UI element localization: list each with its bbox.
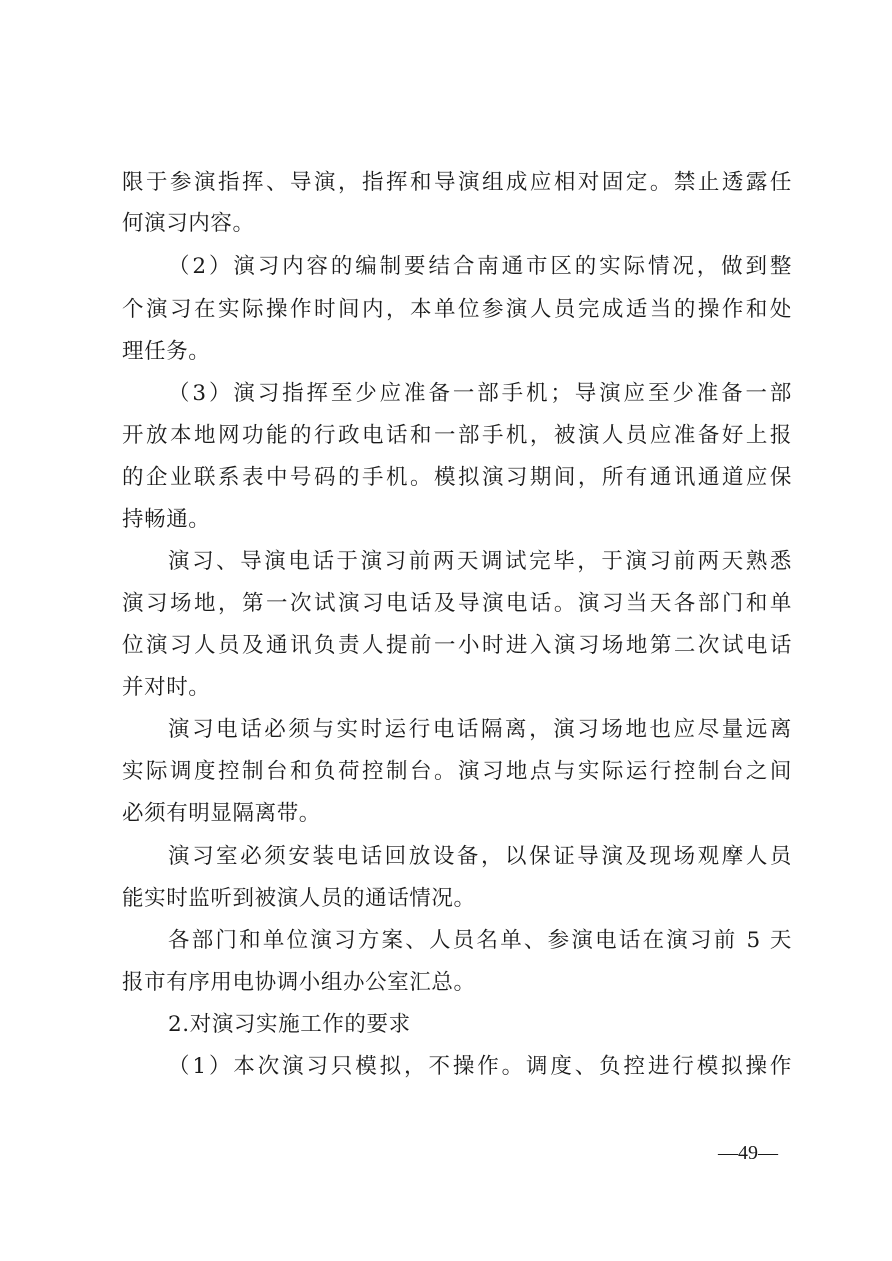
text-line: 演习场地，第一次试演习电话及导演电话。演习当天各部门和单	[122, 591, 792, 616]
text-line: 实际调度控制台和负荷控制台。演习地点与实际运行控制台之间	[122, 759, 792, 784]
text-line: 报市有序用电协调小组办公室汇总。	[122, 970, 476, 995]
text-line: 演习电话必须与实时运行电话隔离，演习场地也应尽量远离	[168, 717, 792, 742]
text-line: （1）本次演习只模拟，不操作。调度、负控进行模拟操作	[168, 1054, 792, 1079]
text-line: 持畅通。	[122, 507, 211, 532]
text-line: 位演习人员及通讯负责人提前一小时进入演习场地第二次试电话	[122, 633, 792, 658]
text-line: 理任务。	[122, 339, 211, 364]
text-line: 必须有明显隔离带。	[122, 801, 321, 826]
text-line: 何演习内容。	[122, 211, 255, 236]
text-line: 的企业联系表中号码的手机。模拟演习期间，所有通讯通道应保	[122, 465, 792, 490]
text-line: 演习、导演电话于演习前两天调试完毕，于演习前两天熟悉	[168, 549, 792, 574]
text-line: 能实时监听到被演人员的通话情况。	[122, 886, 476, 911]
text-line: 限于参演指挥、导演，指挥和导演组成应相对固定。禁止透露任	[122, 170, 792, 195]
page-number: —49—	[718, 1142, 778, 1164]
text-line: （3）演习指挥至少应准备一部手机；导演应至少准备一部	[168, 381, 792, 406]
text-line: 开放本地网功能的行政电话和一部手机，被演人员应准备好上报	[122, 423, 792, 448]
text-line: 演习室必须安装电话回放设备，以保证导演及现场观摩人员	[168, 844, 792, 869]
section-heading: 2.对演习实施工作的要求	[168, 1012, 411, 1037]
text-line: 各部门和单位演习方案、人员名单、参演电话在演习前 5 天	[168, 928, 792, 953]
text-line: 个演习在实际操作时间内，本单位参演人员完成适当的操作和处	[122, 297, 792, 322]
text-line: 并对时。	[122, 675, 211, 700]
text-line: （2）演习内容的编制要结合南通市区的实际情况，做到整	[168, 254, 792, 279]
